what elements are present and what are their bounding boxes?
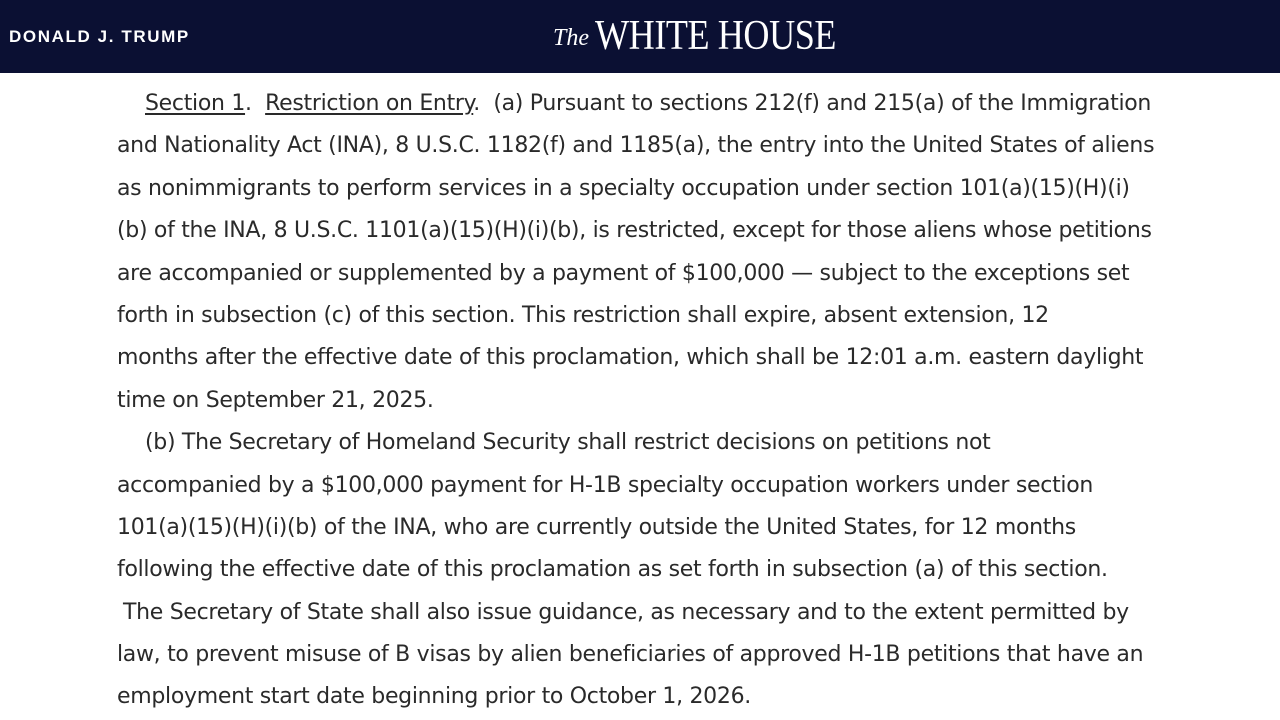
paragraph-a-start: (a) Pursuant to sections 212(f) and 215(a) of the Immigration [493,91,1152,116]
white-house-logo[interactable] [553,12,875,62]
text-line: following the effective date of this proclamation as set forth in subsection (a) of this section. [117,557,1108,583]
text-line: employment start date beginning prior to October 1, 2026. [117,684,751,710]
text-line: The Secretary of State shall also issue guidance, as necessary and to the extent permitted by [123,599,1129,625]
section-number: Section 1 [145,91,246,116]
text-line: and Nationality Act (INA), 8 U.S.C. 1182(f) and 1185(a), the entry into the United States of aliens [117,133,1155,159]
text-line: are accompanied or supplemented by a payment of $100,000 — subject to the exceptions set [117,260,1130,286]
site-header [0,0,1280,73]
text-line: (b) of the INA, 8 U.S.C. 1101(a)(15)(H)(i)(b), is restricted, except for those aliens whose petitions [117,218,1152,244]
paragraph-b-start: (b) The Secretary of Homeland Security shall restrict decisions on petitions not [145,430,991,456]
section-heading-line: Section 1. Restriction on Entry. (a) Pursuant to sections 212(f) and 215(a) of the Immigration [145,91,1152,116]
proclamation-text [117,83,1280,719]
text-line: forth in subsection (c) of this section. This restriction shall expire, absent extension, 12 [117,302,1049,328]
text-line: 101(a)(15)(H)(i)(b) of the INA, who are currently outside the United States, for 12 months [117,514,1076,540]
logo-prefix: The [553,25,589,51]
text-line: time on September 21, 2025. [117,387,434,413]
text-line: law, to prevent misuse of B visas by alien beneficiaries of approved H-1B petitions that have an [117,642,1144,668]
text-line: as nonimmigrants to perform services in a specialty occupation under section 101(a)(15)(H)(i) [117,175,1130,201]
text-line: accompanied by a $100,000 payment for H-1B specialty occupation workers under section [117,472,1094,498]
site-name-link[interactable]: DONALD J. TRUMP [9,27,190,46]
text-line: months after the effective date of this proclamation, which shall be 12:01 a.m. eastern daylight [117,345,1144,371]
section-title: Restriction on Entry [265,91,474,116]
logo-main: WHITE HOUSE [595,13,837,59]
